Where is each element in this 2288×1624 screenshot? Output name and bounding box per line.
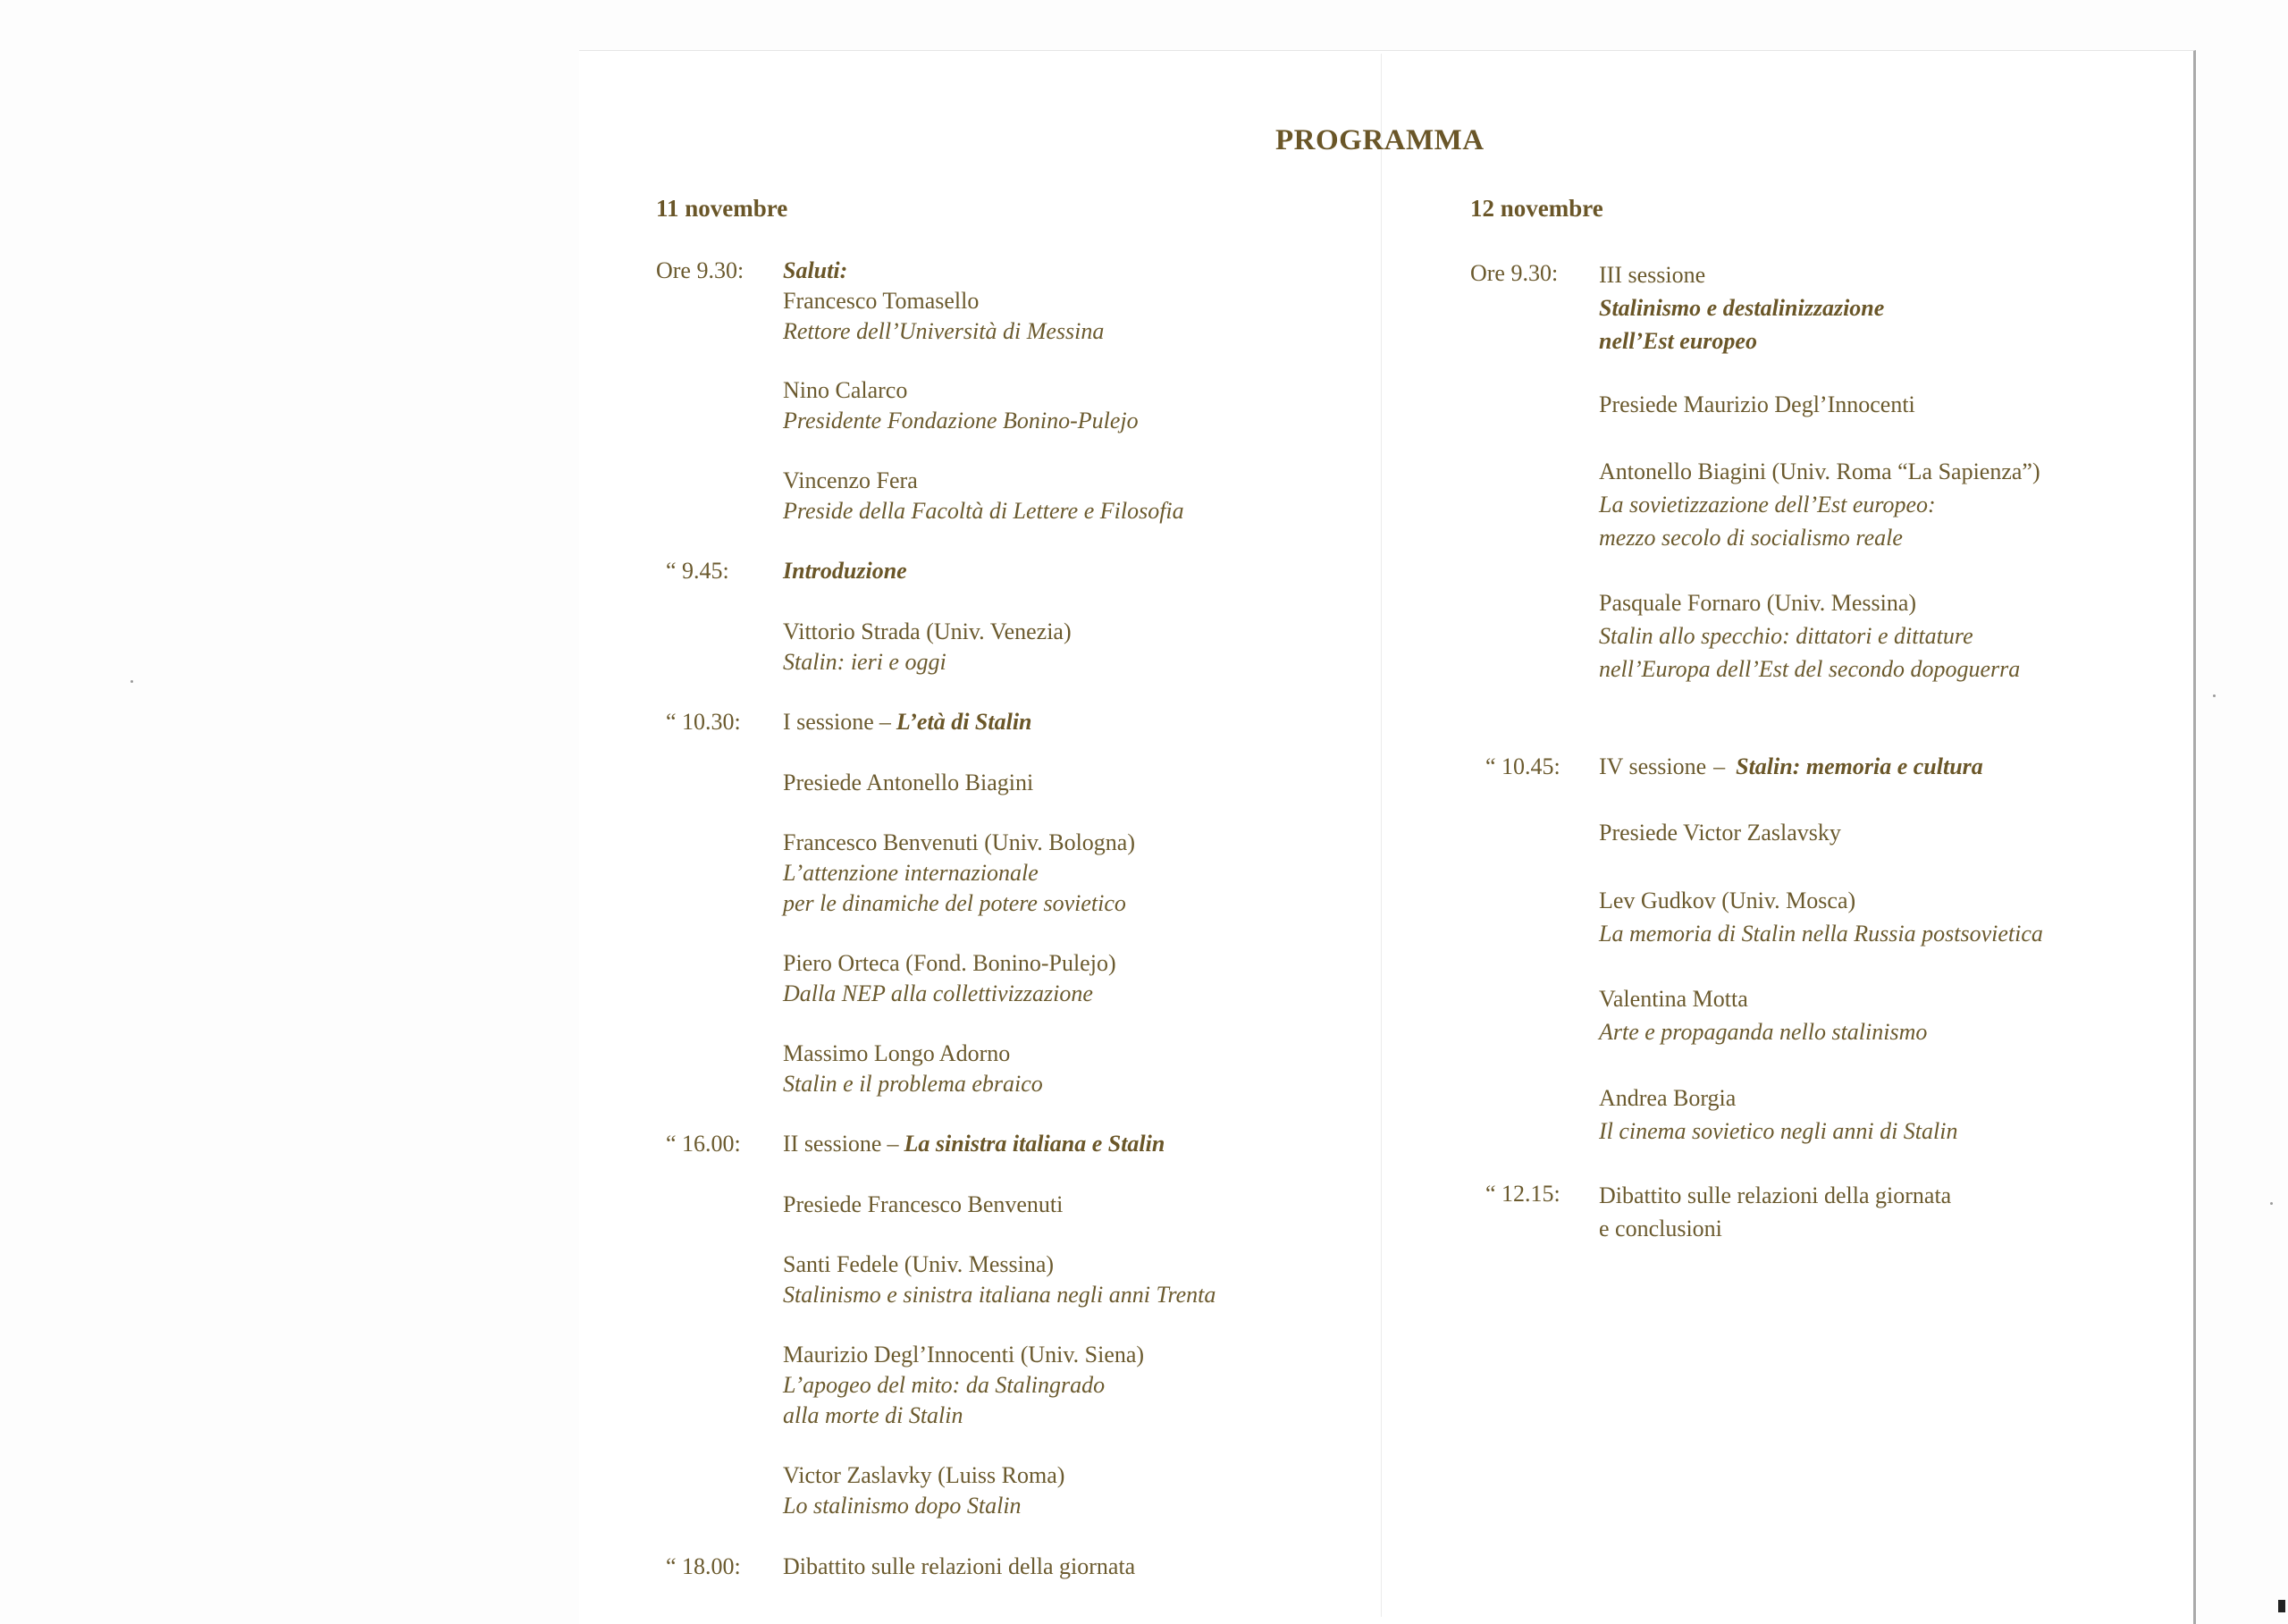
time-label: “ 18.00: — [666, 1553, 741, 1579]
session-label: I sessione — [783, 709, 874, 735]
time-label: “ 16.00: — [666, 1131, 741, 1157]
speaker-name: Lev Gudkov (Univ. Mosca) — [1599, 888, 1856, 913]
talk — [783, 828, 1135, 919]
speaker-name: Francesco Tomasello — [783, 288, 980, 314]
debate-block — [783, 1552, 1135, 1582]
intro-block — [783, 556, 907, 586]
talk — [1599, 1081, 1957, 1148]
talk-title: L’apogeo del mito: da Stalingrado — [783, 1372, 1106, 1398]
session-heading — [783, 1129, 1165, 1159]
scan-speck — [2278, 1600, 2285, 1612]
speaker-name: Victor Zaslavky (Luiss Roma) — [783, 1462, 1065, 1488]
chair-text: Presiede Francesco Benvenuti — [783, 1191, 1064, 1217]
scan-speck — [130, 680, 133, 683]
talk-title: Arte e propaganda nello stalinismo — [1599, 1019, 1928, 1045]
talk — [783, 1340, 1144, 1431]
talk — [783, 948, 1116, 1009]
session-title: L’età di Stalin — [896, 709, 1032, 735]
debate-text: Dibattito sulle relazioni della giornata — [1599, 1182, 1952, 1208]
day1-date: 11 novembre — [656, 195, 788, 222]
session-dash: – — [879, 709, 891, 735]
talk — [1599, 884, 2043, 950]
debate-text: e conclusioni — [1599, 1216, 1722, 1241]
speaker-role: Rettore dell’Università di Messina — [783, 318, 1105, 344]
talk-title: L’attenzione internazionale — [783, 860, 1039, 886]
session-title: Stalinismo e destalinizzazione — [1599, 295, 1885, 321]
time-label: “ 10.30: — [666, 709, 741, 735]
talk-title: Stalinismo e sinistra italiana negli anni Trenta — [783, 1282, 1216, 1308]
talk-title: Stalin e il problema ebraico — [783, 1071, 1043, 1097]
talk-title: mezzo secolo di socialismo reale — [1599, 525, 1903, 551]
session-label: IV sessione — [1599, 753, 1707, 779]
page-fold — [1381, 54, 1382, 1617]
speaker-name: Santi Fedele (Univ. Messina) — [783, 1251, 1055, 1277]
talk — [783, 1250, 1216, 1310]
talk-title: Lo stalinismo dopo Stalin — [783, 1493, 1022, 1519]
talk-title: La sovietizzazione dell’Est europeo: — [1599, 492, 1936, 517]
talk — [1599, 455, 2040, 554]
debate-text: Dibattito sulle relazioni della giornata — [783, 1553, 1136, 1579]
session-chair — [783, 768, 1033, 798]
time-label: “ 12.15: — [1485, 1181, 1560, 1207]
session-chair — [1599, 390, 1915, 420]
session-title: Stalin: memoria e cultura — [1736, 753, 1983, 779]
speaker-name: Andrea Borgia — [1599, 1085, 1737, 1111]
session-chair — [783, 1190, 1063, 1220]
scan-speck — [2270, 1202, 2273, 1205]
speaker-name: Antonello Biagini (Univ. Roma “La Sapienza”) — [1599, 459, 2040, 484]
talk-title: La memoria di Stalin nella Russia postsovietica — [1599, 921, 2043, 947]
chair-text: Presiede Victor Zaslavsky — [1599, 820, 1841, 846]
talk-title: Stalin: ieri e oggi — [783, 649, 946, 675]
speaker-name: Vincenzo Fera — [783, 467, 918, 493]
talk-title: Dalla NEP alla collettivizzazione — [783, 980, 1093, 1006]
talk-title: alla morte di Stalin — [783, 1402, 963, 1428]
speaker-name: Vittorio Strada (Univ. Venezia) — [783, 618, 1072, 644]
talk — [1599, 982, 1927, 1048]
talk-title: Stalin allo specchio: dittatori e dittature — [1599, 623, 1973, 649]
chair-text: Presiede Antonello Biagini — [783, 770, 1034, 795]
speaker-name: Maurizio Degl’Innocenti (Univ. Siena) — [783, 1342, 1145, 1367]
scan-speck — [2213, 694, 2216, 697]
time-label: Ore 9.30: — [656, 257, 744, 283]
chair-text: Presiede Maurizio Degl’Innocenti — [1599, 391, 1915, 417]
session-heading — [1599, 752, 1983, 782]
speaker-name: Piero Orteca (Fond. Bonino-Pulejo) — [783, 950, 1116, 976]
intro-talk — [783, 617, 1072, 677]
session-dash: – — [887, 1131, 899, 1157]
session-chair — [1599, 818, 1841, 848]
saluti-speaker — [783, 375, 1139, 436]
talk-title: Il cinema sovietico negli anni di Stalin — [1599, 1118, 1958, 1144]
day2-date: 12 novembre — [1470, 195, 1603, 222]
talk-title: per le dinamiche del potere sovietico — [783, 890, 1126, 916]
session-dash: – — [1713, 753, 1726, 779]
speaker-role: Preside della Facoltà di Lettere e Filosofia — [783, 498, 1184, 524]
speaker-name: Massimo Longo Adorno — [783, 1040, 1011, 1066]
speaker-name: Nino Calarco — [783, 377, 908, 403]
talk — [783, 1460, 1064, 1521]
session-label: III sessione — [1599, 262, 1706, 288]
session-heading — [783, 707, 1032, 737]
speaker-name: Valentina Motta — [1599, 986, 1748, 1012]
talk-title: nell’Europa dell’Est del secondo dopoguerra — [1599, 656, 2021, 682]
session-title: La sinistra italiana e Stalin — [904, 1131, 1165, 1157]
saluti-speaker — [783, 466, 1184, 526]
session-label: II sessione — [783, 1131, 882, 1157]
talk — [1599, 586, 2020, 686]
time-label: Ore 9.30: — [1470, 260, 1559, 286]
session-title: nell’Est europeo — [1599, 328, 1757, 354]
speaker-name: Pasquale Fornaro (Univ. Messina) — [1599, 590, 1917, 616]
page-title: PROGRAMMA — [1275, 124, 1485, 156]
speaker-role: Presidente Fondazione Bonino-Pulejo — [783, 408, 1139, 433]
session-heading — [1599, 258, 1884, 358]
speaker-name: Francesco Benvenuti (Univ. Bologna) — [783, 829, 1135, 855]
time-label: “ 9.45: — [666, 558, 729, 584]
saluti-heading: Saluti: — [783, 257, 848, 283]
saluti-block — [783, 256, 1104, 347]
time-label: “ 10.45: — [1485, 753, 1560, 779]
debate-block — [1599, 1179, 1951, 1245]
talk — [783, 1039, 1043, 1099]
intro-heading: Introduzione — [783, 558, 907, 584]
